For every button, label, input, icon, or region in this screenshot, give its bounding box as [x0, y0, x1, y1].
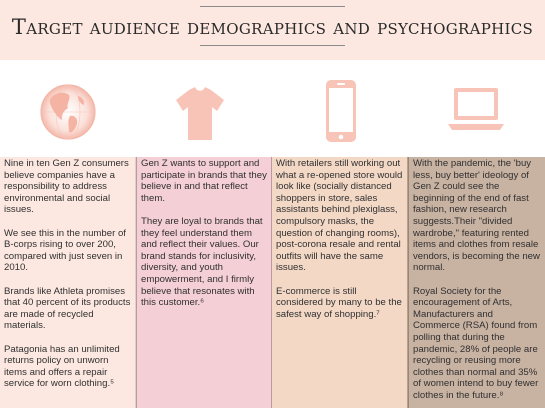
column-paragraph: Patagonia has an unlimited returns policy on unworn items and offers a repair service for worn clothing.⁵ — [4, 343, 120, 390]
column-pandemic — [408, 157, 545, 408]
column-retail-shopping — [272, 157, 408, 408]
column-paragraph: Brands like Athleta promises that 40 percent of its products are made of recycled materials. — [4, 285, 131, 332]
column-paragraph: E-commerce is still considered by many to be the safest way of shopping.⁷ — [276, 285, 402, 320]
column-paragraph: Gen Z wants to support and participate in brands that they believe in and that reflect them. — [141, 158, 267, 204]
column-paragraph: They are loyal to brands that they feel understand them and reflect their values. Our brand stands for inclusivity, diversity, and youth empowerment, and I firmly believe that resonates with this customer.⁶ — [141, 215, 263, 309]
column-paragraph: We see this in the number of B-corps rising to over 200, compared with just seven in 2010. — [4, 227, 126, 274]
column-paragraph: Royal Society for the encouragement of Arts, Manufacturers and Commerce (RSA) found from polling that during the pandemic, 28% of people are recycling or reusing more clothes than normal and 35% of women intend to buy fewer clothes in the future.⁸ — [413, 285, 539, 401]
title-top-rule — [200, 6, 345, 7]
title-bottom-rule — [200, 45, 345, 46]
laptop-icon — [446, 78, 506, 146]
column-paragraph: Nine in ten Gen Z consumers believe companies have a responsibility to address environmental and social issues. — [4, 158, 129, 216]
page-title: Target audience demographics and psychographics — [11, 15, 534, 39]
smartphone-icon — [312, 78, 372, 146]
globe-icon — [38, 78, 98, 146]
title-banner — [0, 0, 545, 60]
column-brand-values — [136, 157, 272, 408]
column-paragraph: With the pandemic, the 'buy less, buy better' ideology of Gen Z could see the beginning of the end of fast fashion, new research suggests.Their "divided wardrobe," featuring rented items and clothes from resale vendors, is becoming the new normal. — [413, 158, 540, 274]
column-paragraph: With retailers still working out what a re-opened store would look like (socially distanced shoppers in store, sales assistants behind plexiglass, compulsory masks, the question of changing rooms), post-corona resale and rental outfits will have the same issues. — [276, 158, 403, 274]
tshirt-icon — [170, 78, 230, 146]
column-environment — [0, 157, 136, 408]
